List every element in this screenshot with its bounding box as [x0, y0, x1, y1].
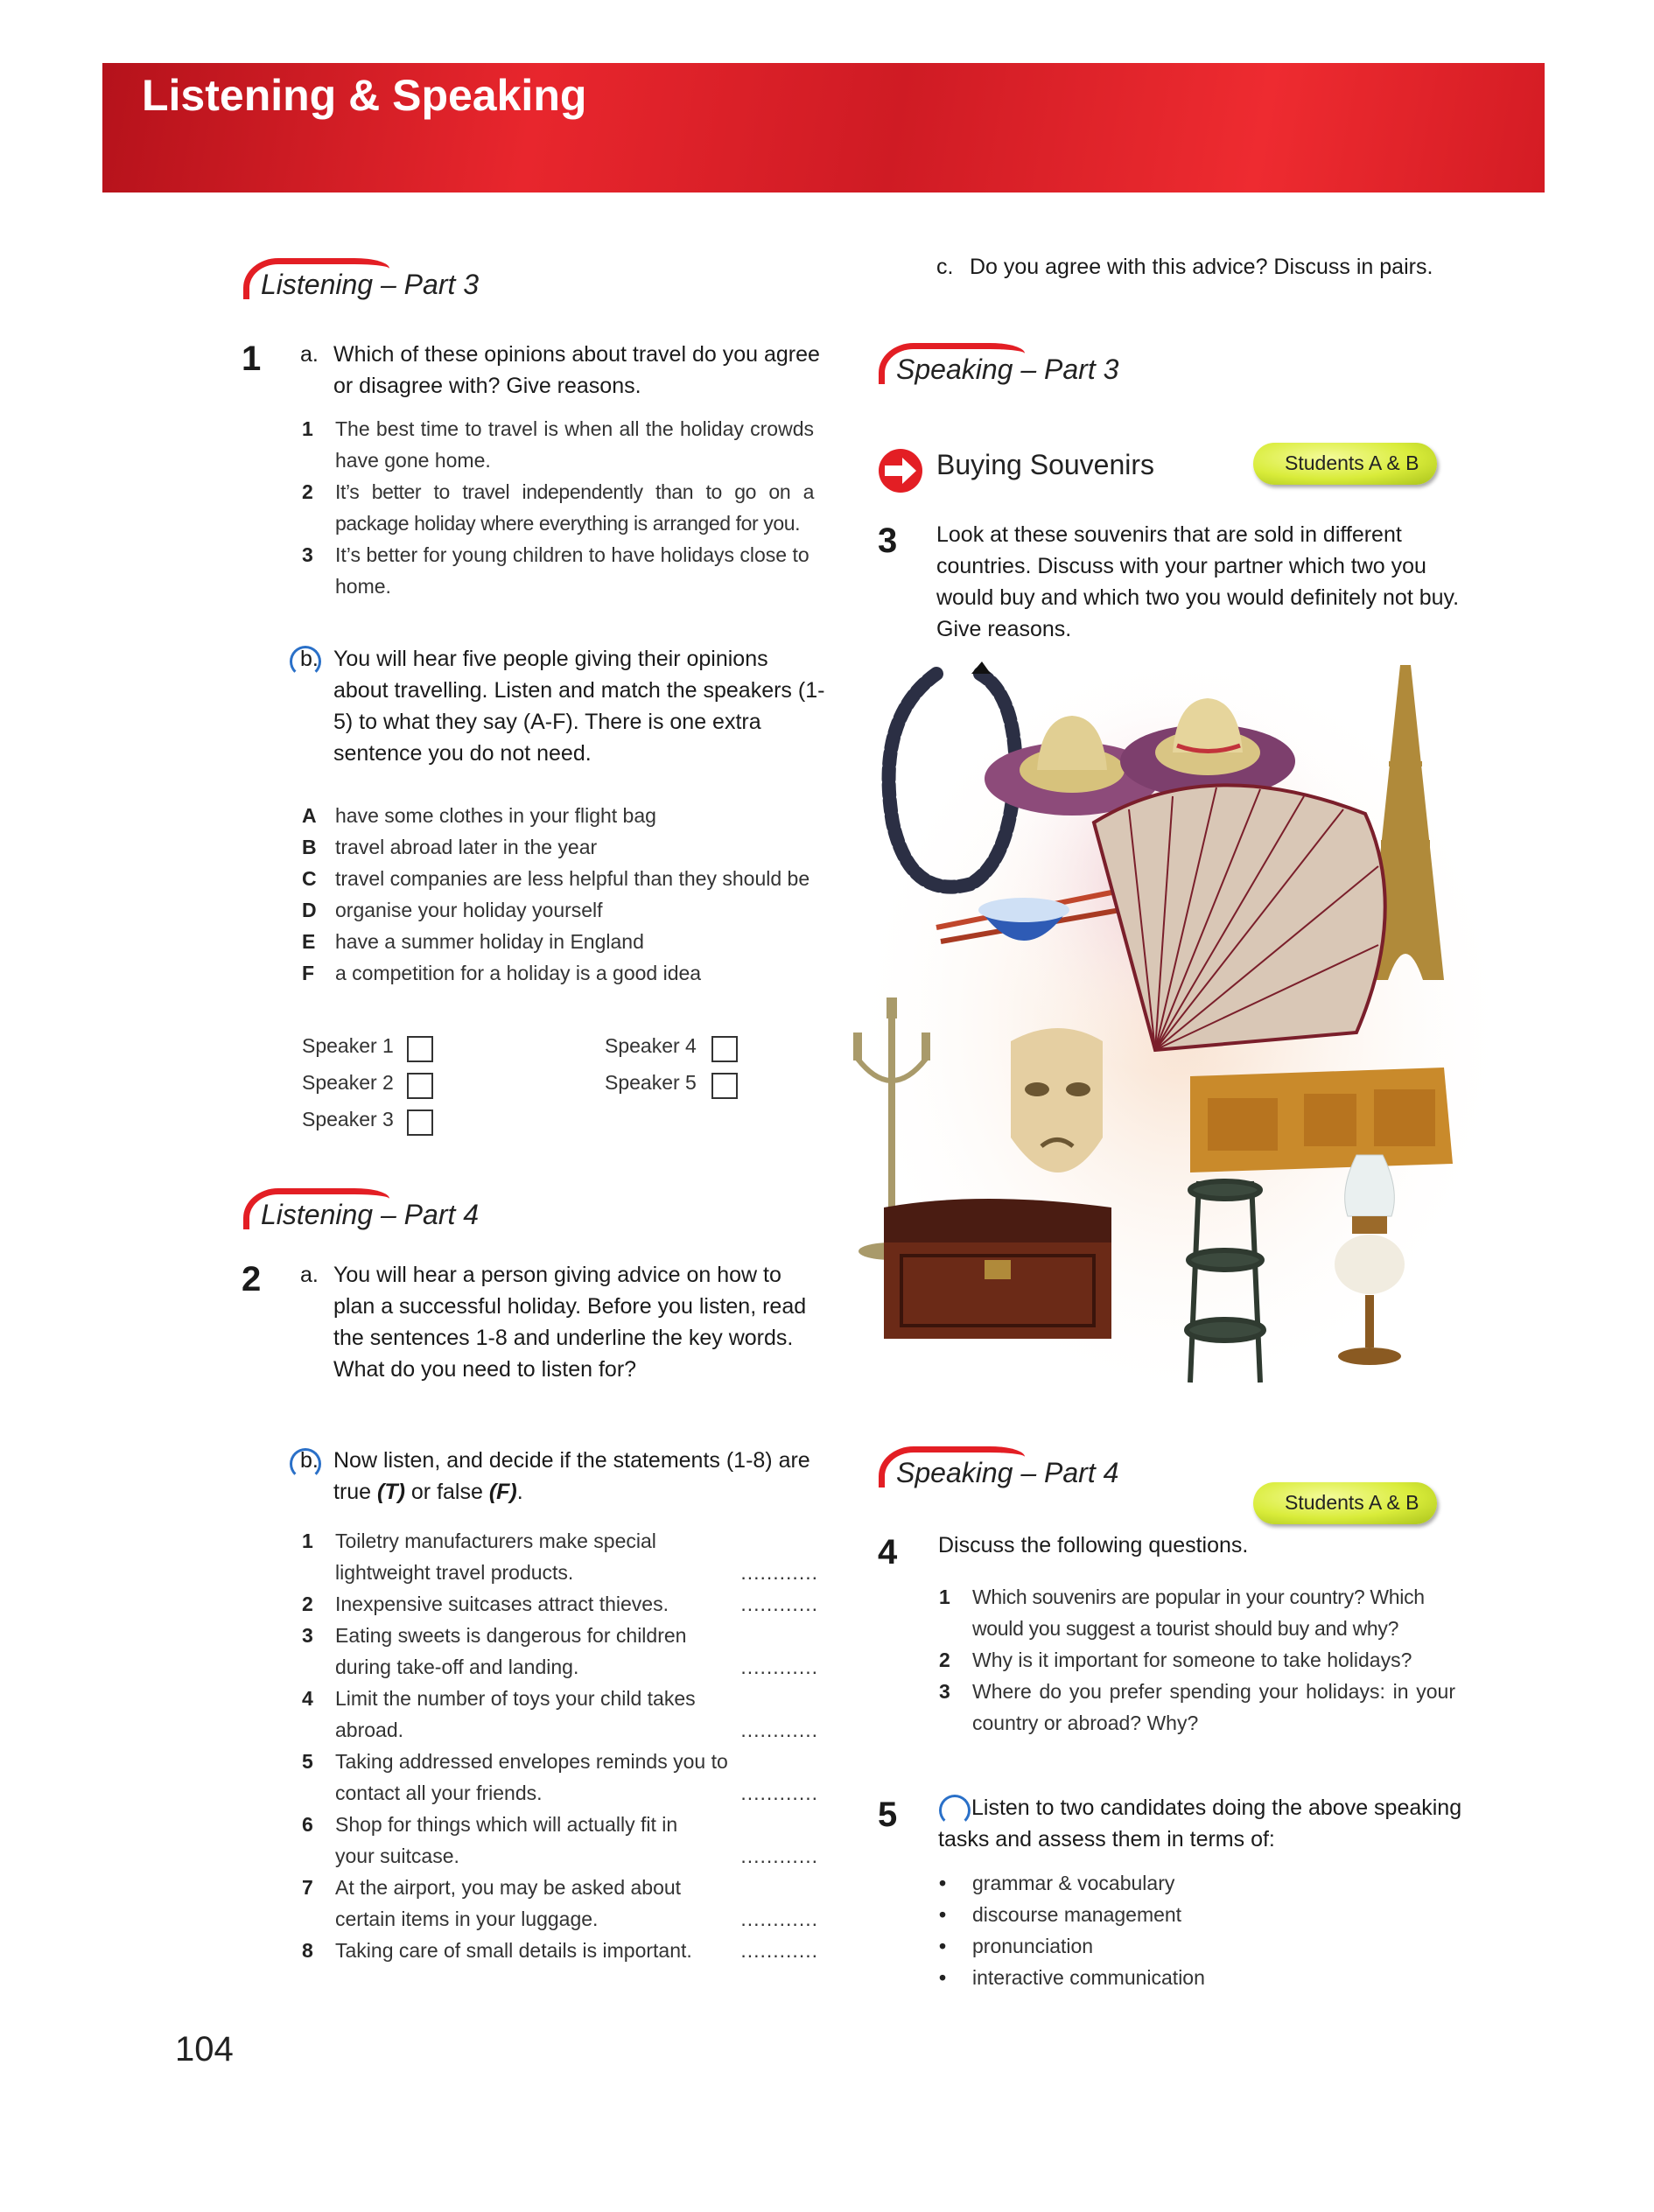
list-item: • grammar & vocabulary — [939, 1872, 1175, 1894]
list-item: 2 Inexpensive suitcases attract thieves. ............ — [302, 1592, 818, 1615]
exercise-1b-text: You will hear five people giving their opinions about travelling. Listen and match the speakers (1-5) to what they say (A-F). There is one extra sentence you do not need. — [333, 647, 825, 766]
tool-belt-image — [1190, 1068, 1453, 1172]
list-item: 7 At the airport, you may be asked about certain items in your luggage. ............ — [302, 1876, 818, 1930]
opinions-list — [302, 413, 814, 602]
page-number: 104 — [175, 2030, 234, 2068]
list-item: • pronunciation — [939, 1935, 1094, 1957]
speaker-2-row: Speaker 2 — [302, 1071, 394, 1095]
options-list — [302, 800, 827, 989]
exercise-2a-text: You will hear a person giving advice on how to plan a successful holiday. Before you listen, read the sentences 1-8 and underline the key words. What do you need to listen for? — [333, 1263, 807, 1382]
students-badge: Students A & B — [1253, 443, 1437, 485]
list-item: 5 Taking addressed envelopes reminds you to contact all your friends. ............ — [302, 1750, 818, 1804]
list-item: 1 The best time to travel is when all the holiday crowds have gone home. — [302, 417, 814, 472]
exercise-number-1: 1 — [242, 340, 262, 378]
exercise-4-text: Discuss the following questions. — [938, 1533, 1249, 1558]
list-item: 3 Eating sweets is dangerous for children during take-off and landing. ............ — [302, 1624, 818, 1678]
list-item: F a competition for a holiday is a good idea — [302, 962, 702, 984]
exercise-number-5: 5 — [878, 1796, 898, 1834]
exercise-number-3: 3 — [878, 522, 898, 560]
discussion-questions — [939, 1581, 1455, 1739]
speaker-3-row: Speaker 3 — [302, 1108, 394, 1131]
list-item: 3 It’s better for young children to have holidays close to home. — [302, 543, 809, 598]
exercise-2b-text: Now listen, and decide if the statements (1-8) are true (T) or false (F). — [333, 1448, 810, 1504]
page-title: Listening & Speaking — [142, 71, 587, 120]
answer-box[interactable] — [711, 1036, 738, 1062]
list-item: 8 Taking care of small details is important. ............ — [302, 1939, 818, 1962]
speaker-5-row: Speaker 5 — [605, 1071, 697, 1095]
list-item: 4 Limit the number of toys your child takes abroad. ............ — [302, 1687, 818, 1741]
list-item: B travel abroad later in the year — [302, 836, 598, 858]
list-item: 1 Toiletry manufacturers make special lightweight travel products. ............ — [302, 1530, 818, 1584]
topic-title: Buying Souvenirs — [936, 449, 1155, 480]
list-item: 2 It’s better to travel independently than to go on a package holiday where everything is arranged for you. — [302, 480, 814, 535]
list-item: • interactive communication — [939, 1966, 1205, 1989]
list-item: E have a summer holiday in England — [302, 930, 644, 953]
exercise-number-4: 4 — [878, 1533, 898, 1572]
assessment-criteria — [939, 1867, 1429, 1993]
speaker-4-row: Speaker 4 — [605, 1034, 697, 1058]
wooden-chest-image — [884, 1199, 1111, 1339]
list-item: 3 Where do you prefer spending your holidays: in your country or abroad? Why? — [939, 1680, 1455, 1734]
list-item: 2 Why is it important for someone to take holidays? — [939, 1648, 1412, 1671]
exercise-5-text: Listen to two candidates doing the above speaking tasks and assess them in terms of: — [938, 1796, 1462, 1852]
souvenirs-illustration — [840, 648, 1492, 1400]
answer-box[interactable] — [711, 1073, 738, 1099]
exercise-3-text: Look at these souvenirs that are sold in different countries. Discuss with your partner which two you would buy and which two you would definitely not buy. Give reasons. — [936, 522, 1460, 641]
list-item: 6 Shop for things which will actually fit in your suitcase. ............ — [302, 1813, 818, 1867]
list-item: • discourse management — [939, 1903, 1182, 1926]
answer-box[interactable] — [407, 1110, 433, 1136]
list-item: 1 Which souvenirs are popular in your country? Which would you suggest a tourist should buy and why? — [939, 1586, 1425, 1640]
speaker-1-row: Speaker 1 — [302, 1034, 394, 1058]
list-item: C travel companies are less helpful than they should be — [302, 867, 810, 890]
list-item: A have some clothes in your flight bag — [302, 804, 656, 827]
exercise-2c-text: Do you agree with this advice? Discuss in pairs. — [970, 255, 1433, 279]
arrow-icon — [878, 448, 923, 494]
exercise-number-2: 2 — [242, 1260, 262, 1298]
exercise-1a-text: Which of these opinions about travel do you agree or disagree with? Give reasons. — [333, 342, 820, 398]
statements-list — [302, 1525, 818, 1966]
list-item: D organise your holiday yourself — [302, 899, 603, 921]
answer-box[interactable] — [407, 1036, 433, 1062]
mask-image — [1011, 1028, 1103, 1172]
answer-box[interactable] — [407, 1073, 433, 1099]
students-badge: Students A & B — [1253, 1482, 1437, 1524]
